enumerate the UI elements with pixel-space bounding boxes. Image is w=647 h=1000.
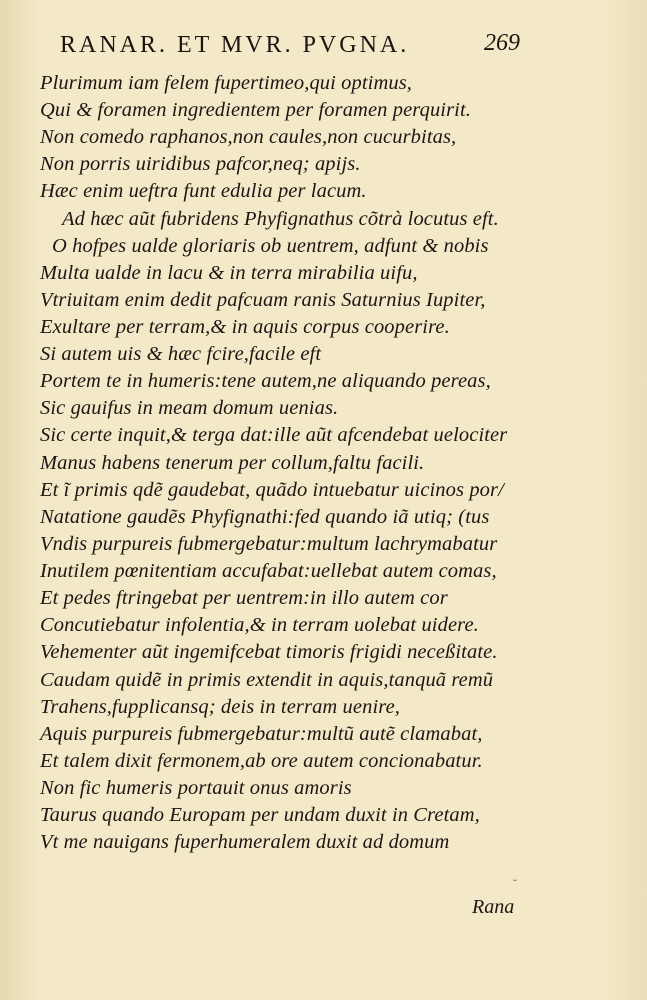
verse-line: Multa ualde in lacu & in terra mirabilia uifu, <box>40 262 418 284</box>
verse-line: Caudam quidẽ in primis extendit in aquis,tanquã remũ <box>40 669 494 691</box>
verse-line: Plurimum iam felem fupertimeo,qui optimus, <box>40 72 413 94</box>
verse-line: Vt me nauigans fuperhumeralem duxit ad domum <box>40 831 450 853</box>
page-number: 269 <box>484 30 520 56</box>
verse-line: Non comedo raphanos,non caules,non cucurbitas, <box>40 126 457 148</box>
verse-line: Inutilem pœnitentiam accufabat:uellebat autem comas, <box>40 560 497 582</box>
verse-line: Vndis purpureis fubmergebatur:multum lachrymabatur <box>40 533 498 555</box>
verse-line: Manus habens tenerum per collum,faltu facili. <box>40 452 425 474</box>
verse-line: Vtriuitam enim dedit pafcuam ranis Saturnius Iupiter, <box>40 289 486 311</box>
margin-mark: ˘ <box>512 878 518 892</box>
verse-line: Hæc enim ueftra funt edulia per lacum. <box>40 180 367 202</box>
page-header <box>60 26 520 62</box>
verse-line: Portem te in humeris:tene autem,ne aliquando pereas, <box>40 370 491 392</box>
running-title: RANAR. ET MVR. PVGNA. <box>60 32 410 58</box>
verse-line: Sic gauifus in meam domum uenias. <box>40 397 339 419</box>
verse-line: Trahens,fupplicansq; deis in terram uenire, <box>40 696 400 718</box>
verse-line: Exultare per terram,& in aquis corpus cooperire. <box>40 316 450 338</box>
verse-line: Non porris uiridibus pafcor,neq; apijs. <box>40 153 361 175</box>
verse-line: Sic certe inquit,& terga dat:ille aũt afcendebat uelociter <box>40 424 508 446</box>
verse-line: Vehementer aũt ingemifcebat timoris frigidi neceßitate. <box>40 641 498 663</box>
verse-line: Si autem uis & hæc fcire,facile eft <box>40 343 322 365</box>
verse-line: Aquis purpureis fubmergebatur:multũ autẽ clamabat, <box>40 723 483 745</box>
verse-line: Ad hæc aũt fubridens Phyfignathus cõtrà locutus eft. <box>62 208 499 230</box>
catchword: Rana <box>472 896 515 918</box>
verse-line: Taurus quando Europam per undam duxit in Cretam, <box>40 804 480 826</box>
verse-line: Et pedes ftringebat per uentrem:in illo autem cor <box>40 587 448 609</box>
verse-line: Qui & foramen ingredientem per foramen perquirit. <box>40 99 471 121</box>
verse-line: Et ĩ primis qdẽ gaudebat, quãdo intuebatur uicinos por/ <box>40 479 504 501</box>
verse-line: Concutiebatur infolentia,& in terram uolebat uidere. <box>40 614 479 636</box>
verse-line: Non fic humeris portauit onus amoris <box>40 777 352 799</box>
verse-line: Et talem dixit fermonem,ab ore autem concionabatur. <box>40 750 483 772</box>
verse-line: O hofpes ualde gloriaris ob uentrem, adfunt & nobis <box>52 235 489 257</box>
verse-line: Natatione gaudẽs Phyfignathi:fed quando iã utiq; (tus <box>40 506 490 528</box>
